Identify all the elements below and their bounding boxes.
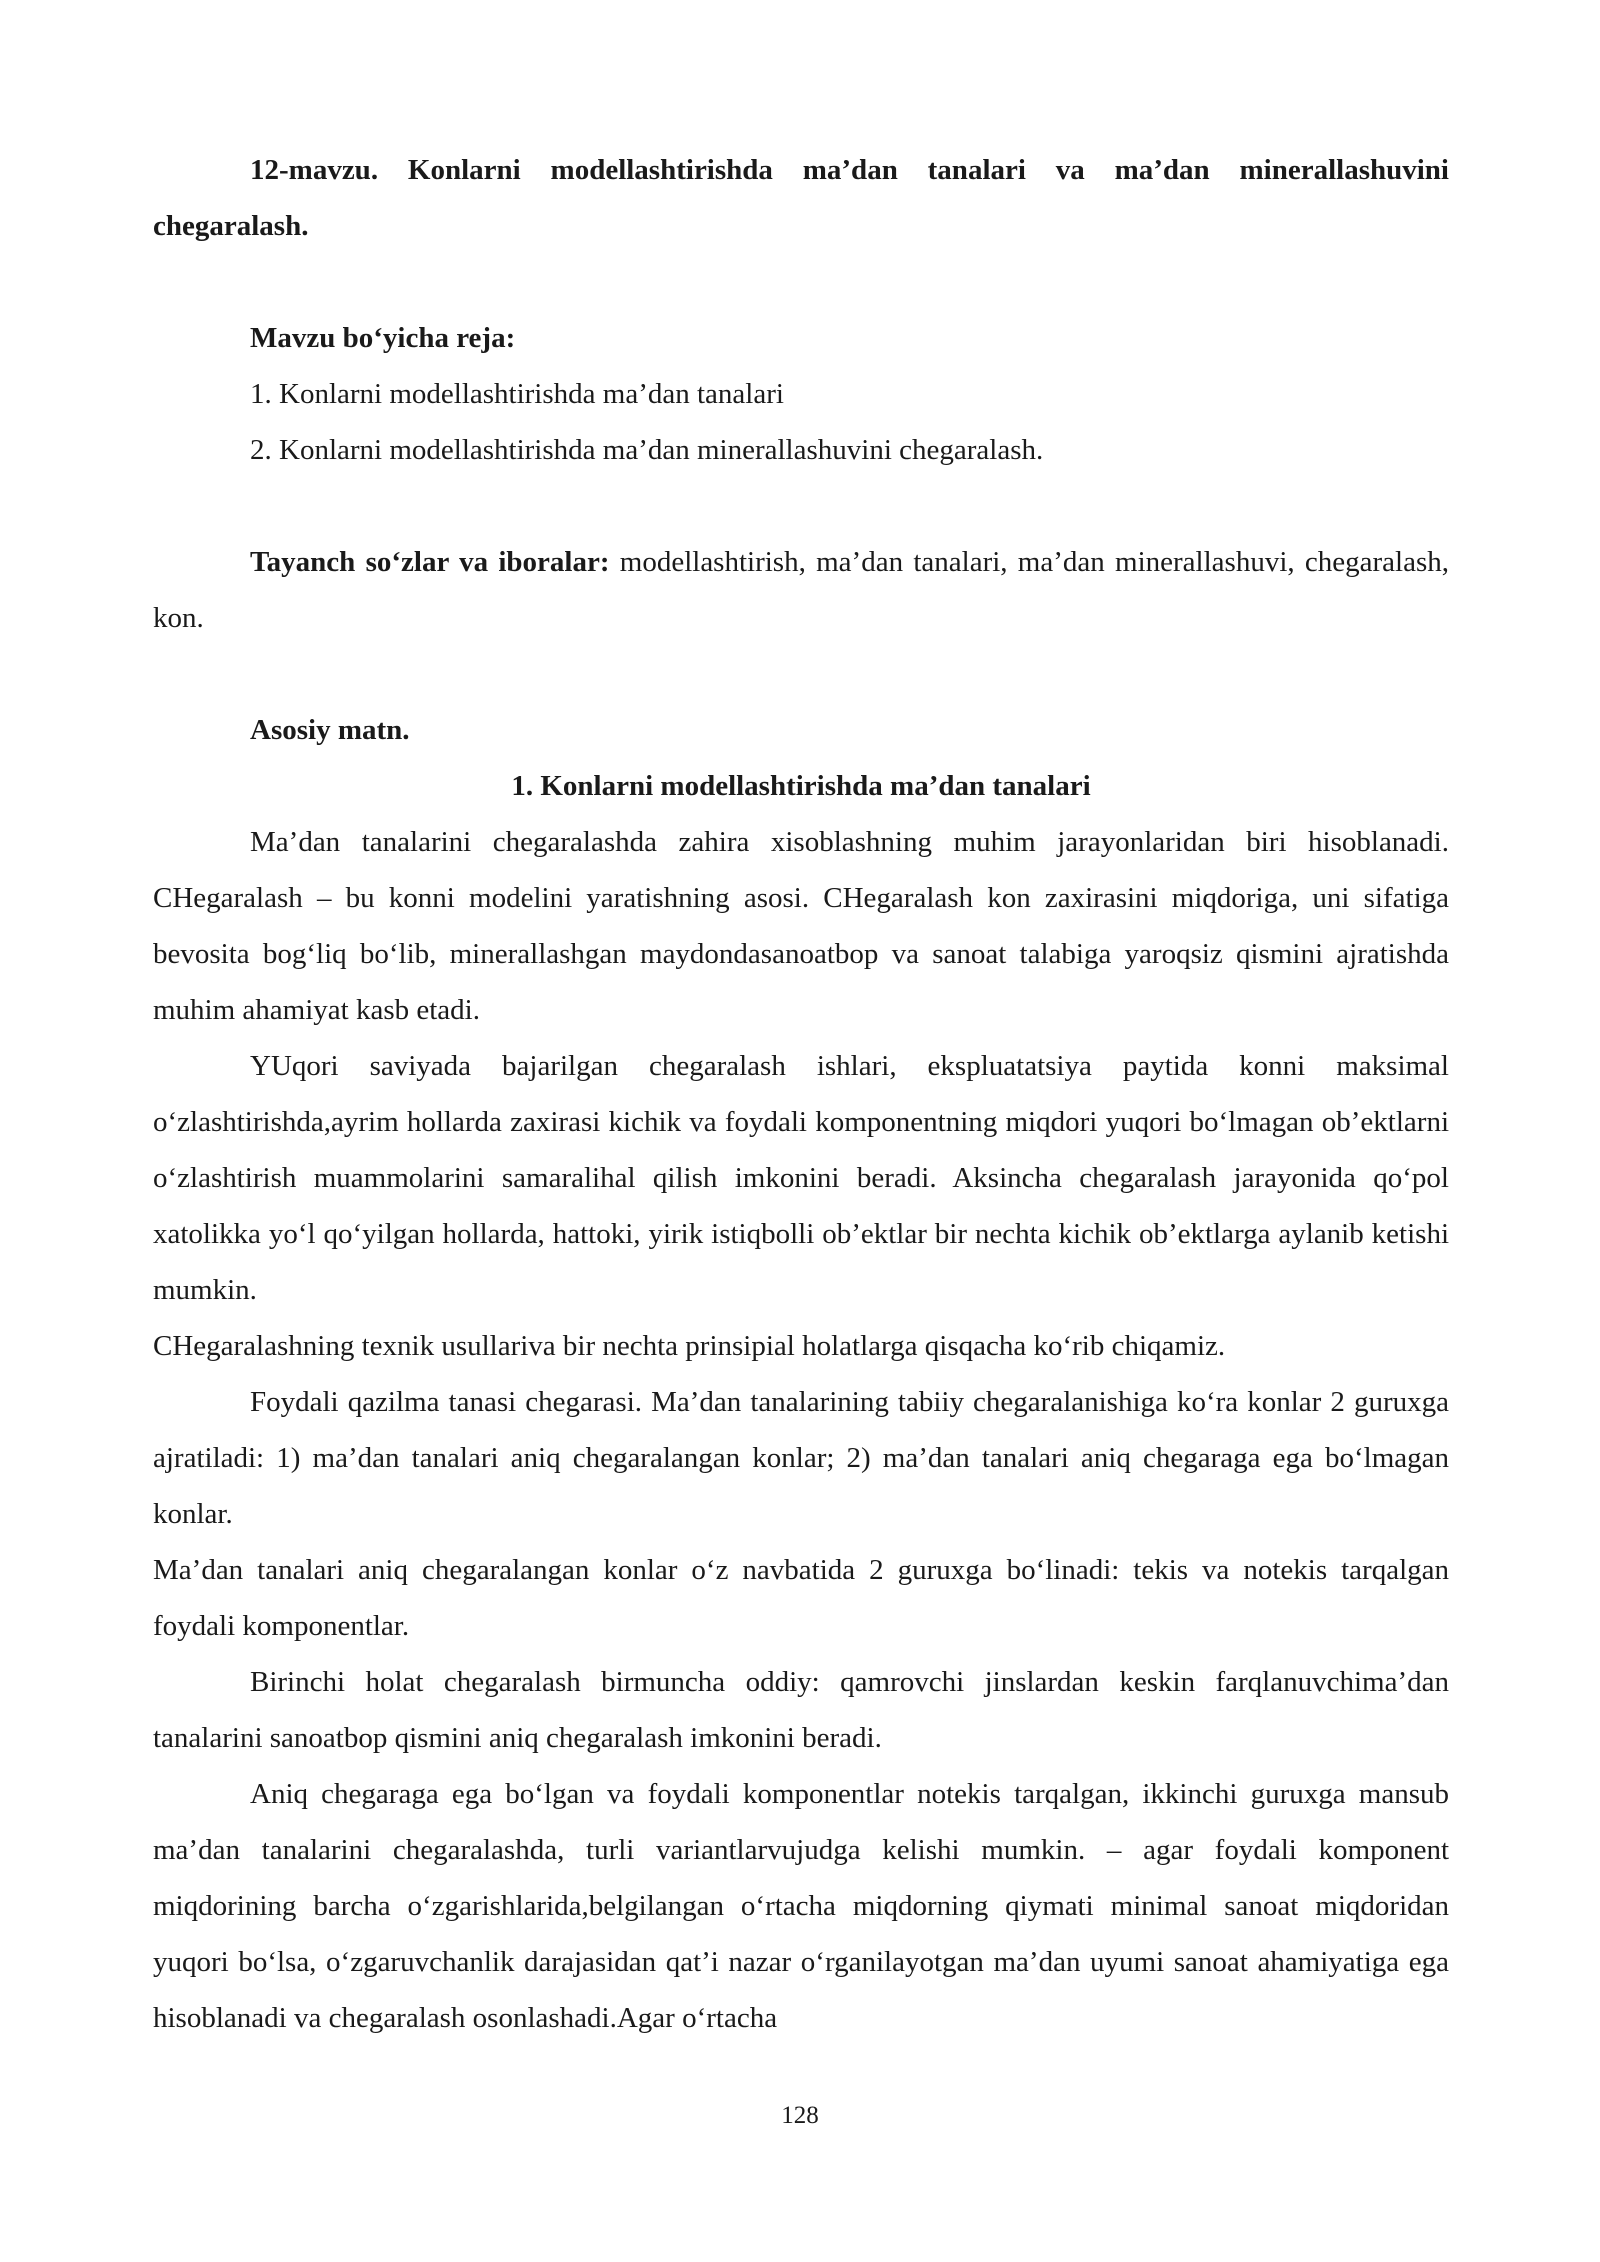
plan-heading: Mavzu bo‘yicha reja: [250,322,516,354]
section-heading: 1. Konlarni modellashtirishda ma’dan tanalari [511,770,1091,802]
plan-item: 1. Konlarni modellashtirishda ma’dan tanalari [250,378,784,410]
body-paragraph: YUqori saviyada bajarilgan chegaralash ishlari, ekspluatatsiya paytida konni maksimal o‘zlashtirishda,ayrim hollarda zaxirasi kichik va foydali komponentning miqdori yuqori bo‘lmagan ob’ektlarni o‘zlashtirish muammolarini samaralihal qilish imkonini beradi. Aksincha chegaralash jarayonida qo‘pol xatolikka yo‘l qo‘yilgan hollarda, hattoki, yirik istiqbolli ob’ektlar bir nechta kichik ob’ektlarga aylanib ketishi mumkin. [153,1050,1449,1306]
topic-title: 12-mavzu. Konlarni modellashtirishda ma’dan tanalari va ma’dan minerallashuvini chegaralash. [153,154,1449,242]
keywords-text: modellashtirish, ma’dan tanalari, ma’dan minerallashuvi, chegaralash, kon. [153,546,1450,634]
main-text-heading: Asosiy matn. [250,714,410,746]
plan-item: 2. Konlarni modellashtirishda ma’dan minerallashuvini chegaralash. [250,434,1044,466]
body-paragraph: Aniq chegaraga ega bo‘lgan va foydali komponentlar notekis tarqalgan, ikkinchi guruxga mansub ma’dan tanalarini chegaralashda, turli variantlarvujudga kelishi mumkin. – agar foydali komponent miqdorining barcha o‘zgarishlarida,belgilangan o‘rtacha miqdorning qiymati minimal sanoat miqdoridan yuqori bo‘lsa, o‘zgaruvchanlik darajasidan qat’i nazar o‘rganilayotgan ma’dan uyumi sanoat ahamiyatiga ega hisoblanadi va chegaralash osonlashadi.Agar o‘rtacha [153,1778,1449,2034]
page-number: 128 [781,2102,819,2129]
keywords-label: Tayanch so‘zlar va iboralar: [250,546,610,578]
body-paragraph: Ma’dan tanalarini chegaralashda zahira xisoblashning muhim jarayonlaridan biri hisoblanadi. CHegaralash – bu konni modelini yaratishning asosi. CHegaralash kon zaxirasini miqdoriga, uni sifatiga bevosita bog‘liq bo‘lib, minerallashgan maydondasanoatbop va sanoat talabiga yaroqsiz qismini ajratishda muhim ahamiyat kasb etadi. [153,826,1449,1026]
page-content [153,142,1449,2046]
body-paragraph: CHegaralashning texnik usullariva bir nechta prinsipial holatlarga qisqacha ko‘rib chiqamiz. [153,1330,1226,1362]
body-paragraph: Birinchi holat chegaralash birmuncha oddiy: qamrovchi jinslardan keskin farqlanuvchima’dan tanalarini sanoatbop qismini aniq chegaralash imkonini beradi. [153,1666,1449,1754]
body-paragraph: Ma’dan tanalari aniq chegaralangan konlar o‘z navbatida 2 guruxga bo‘linadi: tekis va notekis tarqalgan foydali komponentlar. [153,1554,1449,1642]
body-paragraph: Foydali qazilma tanasi chegarasi. Ma’dan tanalarining tabiiy chegaralanishiga ko‘ra konlar 2 guruxga ajratiladi: 1) ma’dan tanalari aniq chegaralangan konlar; 2) ma’dan tanalari aniq chegaraga ega bo‘lmagan konlar. [153,1386,1449,1530]
keywords-paragraph [153,534,1449,646]
